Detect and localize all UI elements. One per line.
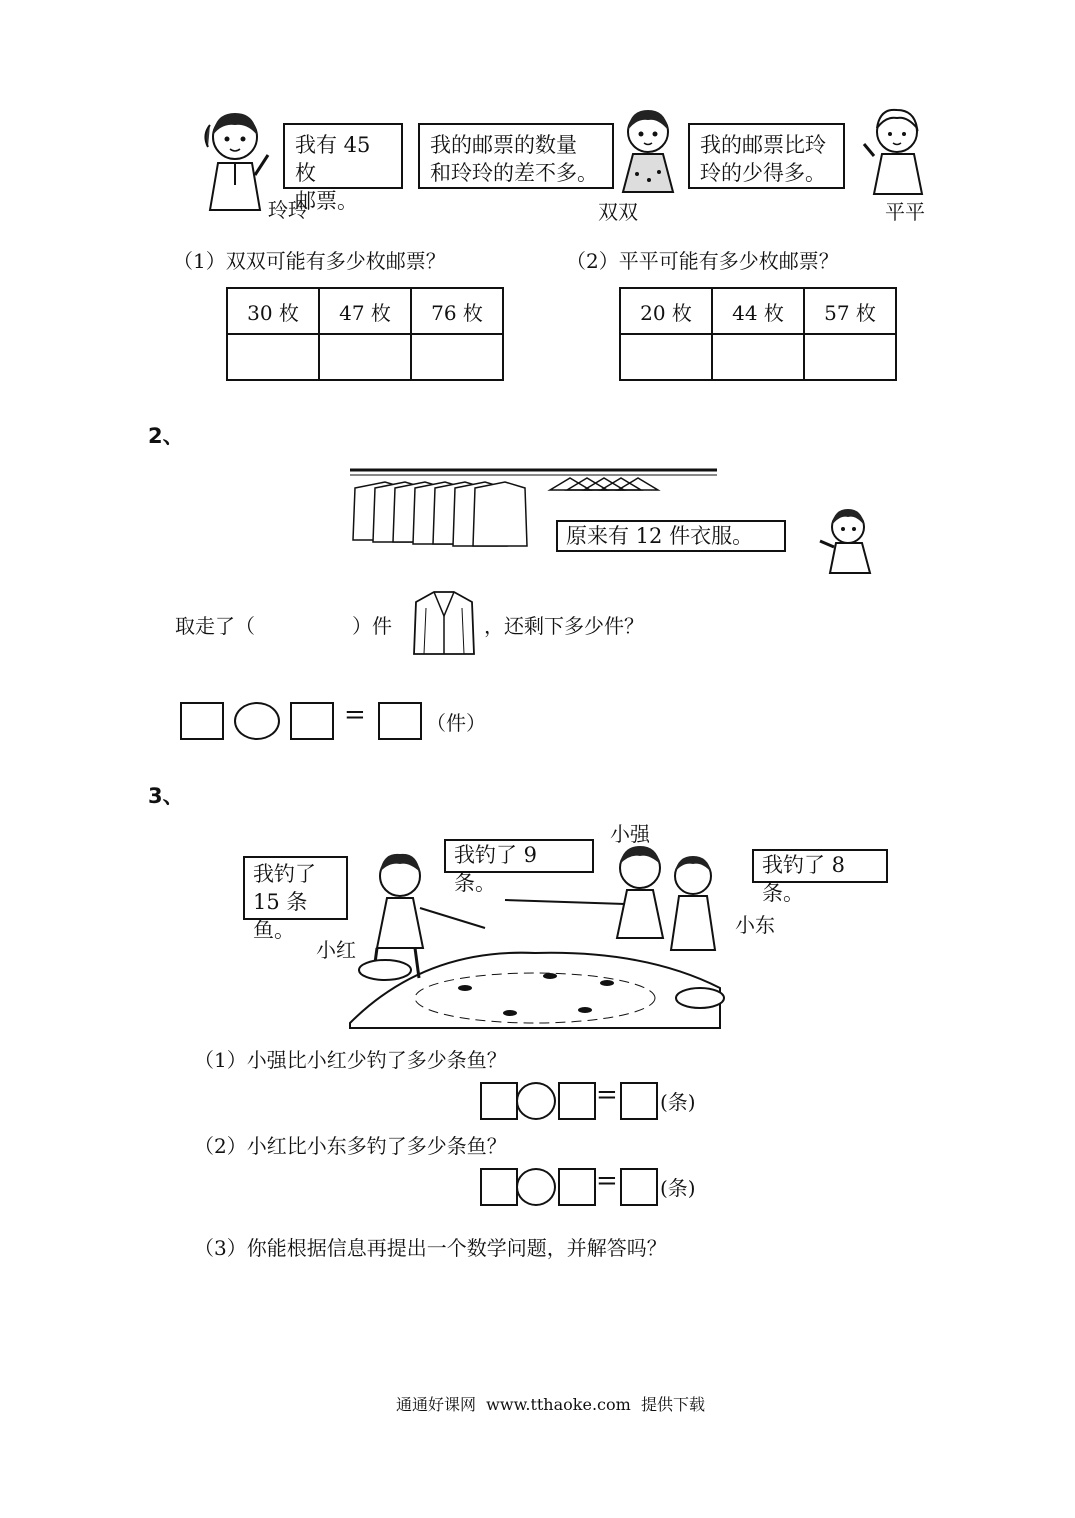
- lingling-name-label: 玲玲: [268, 198, 308, 222]
- question-1-1: （1）双双可能有多少枚邮票？: [173, 249, 446, 273]
- footer-credit: 通通好课网 www.tthaoke.com 提供下载: [396, 1395, 705, 1414]
- question-2-post: ，还剩下多少件？: [484, 614, 644, 638]
- unit-label: (条): [660, 1090, 696, 1114]
- boy-pingping-icon: [852, 104, 932, 199]
- xiaohong-speech-bubble: 我钓了 15 条鱼。: [243, 856, 348, 920]
- xiaoqiang-speech-bubble: 我钓了 9 条。: [444, 839, 594, 873]
- section-2-number: 2、: [148, 424, 184, 448]
- xiaodong-speech-bubble: 我钓了 8 条。: [752, 849, 888, 883]
- options-table-shuangshuang: [226, 287, 504, 381]
- shuangshuang-name-label: 双双: [598, 200, 638, 224]
- question-1-2: （2）平平可能有多少枚邮票？: [566, 249, 839, 273]
- coat-icon: [408, 588, 480, 658]
- option-cell: 44 枚: [712, 288, 804, 334]
- answer-cell[interactable]: [804, 334, 896, 380]
- options-table-pingping: [619, 287, 897, 381]
- xiaodong-name-label: 小东: [735, 913, 775, 937]
- section-3-number: 3、: [148, 784, 184, 808]
- shuangshuang-speech-bubble: 我的邮票的数量 和玲玲的差不多。: [418, 123, 614, 189]
- answer-cell[interactable]: [411, 334, 503, 380]
- answer-cell[interactable]: [227, 334, 319, 380]
- answer-cell[interactable]: [319, 334, 411, 380]
- option-cell: 57 枚: [804, 288, 896, 334]
- equals-sign: =: [596, 1166, 618, 1196]
- clothes-speech-bubble: 原来有 12 件衣服。: [556, 520, 786, 552]
- equation-box[interactable]: [480, 1082, 518, 1120]
- equation-box[interactable]: [620, 1168, 658, 1206]
- question-2-mid: ）件: [352, 614, 392, 638]
- equation-box[interactable]: [180, 702, 224, 740]
- equals-sign: =: [596, 1080, 618, 1110]
- question-3-2: （2）小红比小东多钓了多少条鱼？: [194, 1134, 507, 1158]
- unit-label: (条): [660, 1176, 696, 1200]
- question-3-1: （1）小强比小红少钓了多少条鱼？: [194, 1048, 507, 1072]
- equation-box[interactable]: [290, 702, 334, 740]
- operator-oval[interactable]: [234, 702, 280, 740]
- xiaohong-name-label: 小红: [316, 938, 356, 962]
- option-cell: 30 枚: [227, 288, 319, 334]
- equation-box[interactable]: [480, 1168, 518, 1206]
- answer-cell[interactable]: [712, 334, 804, 380]
- girl-shuangshuang-icon: [613, 104, 683, 194]
- pingping-speech-bubble: 我的邮票比玲 玲的少得多。: [688, 123, 845, 189]
- answer-cell[interactable]: [620, 334, 712, 380]
- boy-speaker-icon: [810, 505, 880, 575]
- operator-oval[interactable]: [516, 1168, 556, 1206]
- pingping-name-label: 平平: [885, 200, 925, 224]
- equation-box[interactable]: [620, 1082, 658, 1120]
- question-2-pre: 取走了（: [175, 614, 255, 638]
- equation-box[interactable]: [558, 1168, 596, 1206]
- operator-oval[interactable]: [516, 1082, 556, 1120]
- option-cell: 76 枚: [411, 288, 503, 334]
- xiaoqiang-name-label: 小强: [610, 822, 650, 846]
- unit-label: （件）: [426, 711, 486, 735]
- equals-sign: =: [344, 700, 366, 730]
- lingling-speech-bubble: 我有 45 枚 邮票。: [283, 123, 403, 189]
- equation-box[interactable]: [558, 1082, 596, 1120]
- question-3-3: （3）你能根据信息再提出一个数学问题，并解答吗？: [194, 1236, 667, 1260]
- option-cell: 47 枚: [319, 288, 411, 334]
- option-cell: 20 枚: [620, 288, 712, 334]
- equation-box[interactable]: [378, 702, 422, 740]
